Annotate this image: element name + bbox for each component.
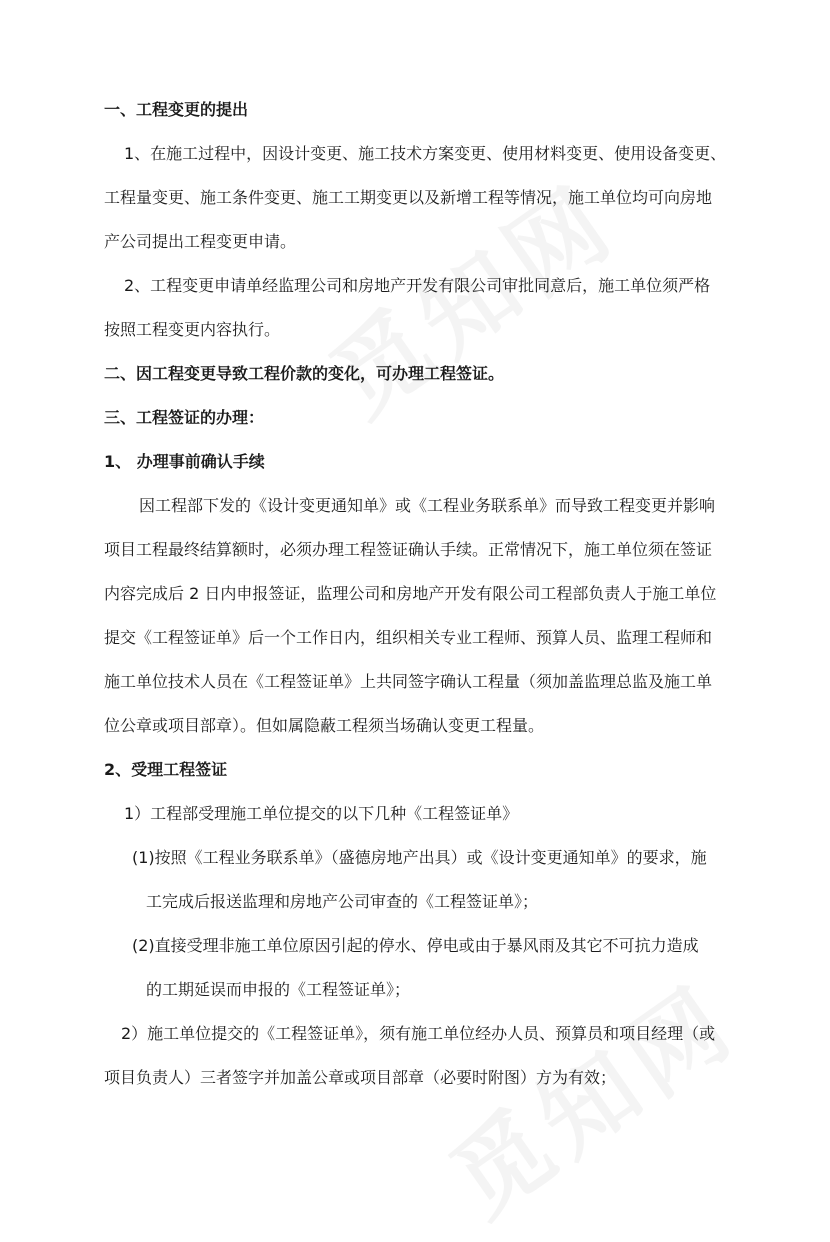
list-item-continuation: 工完成后报送监理和房地产公司审查的《工程签证单》； [146,892,539,911]
paragraph-line: 施工单位技术人员在《工程签证单》上共同签字确认工程量（须加盖监理总监及施工单 [104,672,713,691]
paragraph-line: 按照工程变更内容执行。 [104,320,281,339]
list-item-continuation: 项目负责人）三者签字并加盖公章或项目部章（必要时附图）方为有效； [104,1068,617,1087]
paragraph-line: 工程量变更、施工条件变更、施工工期变更以及新增工程等情况，施工单位均可向房地 [104,188,713,207]
paragraph-line: 因工程部下发的《设计变更通知单》或《工程业务联系单》而导致工程变更并影响 [139,496,716,515]
list-item: 2）施工单位提交的《工程签证单》，须有施工单位经办人员、预算员和项目经理（或 [121,1024,716,1043]
subsection-heading-2: 2、受理工程签证 [104,760,228,779]
list-item: (2)直接受理非施工单位原因引起的停水、停电或由于暴风雨及其它不可抗力造成 [132,936,699,955]
paragraph-line: 项目工程最终结算额时，必须办理工程签证确认手续。正常情况下，施工单位须在签证 [104,540,713,559]
section-heading-2: 二、因工程变更导致工程价款的变化，可办理工程签证。 [104,364,505,383]
list-item-continuation: 的工期延误而申报的《工程签证单》； [146,980,411,999]
list-item: 1）工程部受理施工单位提交的以下几种《工程签证单》 [124,804,519,823]
paragraph-line: 提交《工程签证单》后一个工作日内，组织相关专业工程师、预算人员、监理工程师和 [104,628,713,647]
section-heading-3: 三、工程签证的办理： [104,408,265,427]
paragraph-line: 1、在施工过程中，因设计变更、施工技术方案变更、使用材料变更、使用设备变更、 [124,144,727,163]
section-heading-1: 一、工程变更的提出 [104,100,249,119]
paragraph-line: 产公司提出工程变更申请。 [104,232,297,251]
subsection-heading-1: 1、 办理事前确认手续 [104,452,265,471]
paragraph-line: 2、工程变更申请单经监理公司和房地产开发有限公司审批同意后，施工单位须严格 [124,276,711,295]
list-item: (1)按照《工程业务联系单》（盛德房地产出具）或《设计变更通知单》的要求，施 [132,848,707,867]
paragraph-line: 内容完成后 2 日内申报签证，监理公司和房地产开发有限公司工程部负责人于施工单位 [104,584,717,603]
paragraph-line: 位公章或项目部章）。但如属隐蔽工程须当场确认变更工程量。 [104,716,545,735]
